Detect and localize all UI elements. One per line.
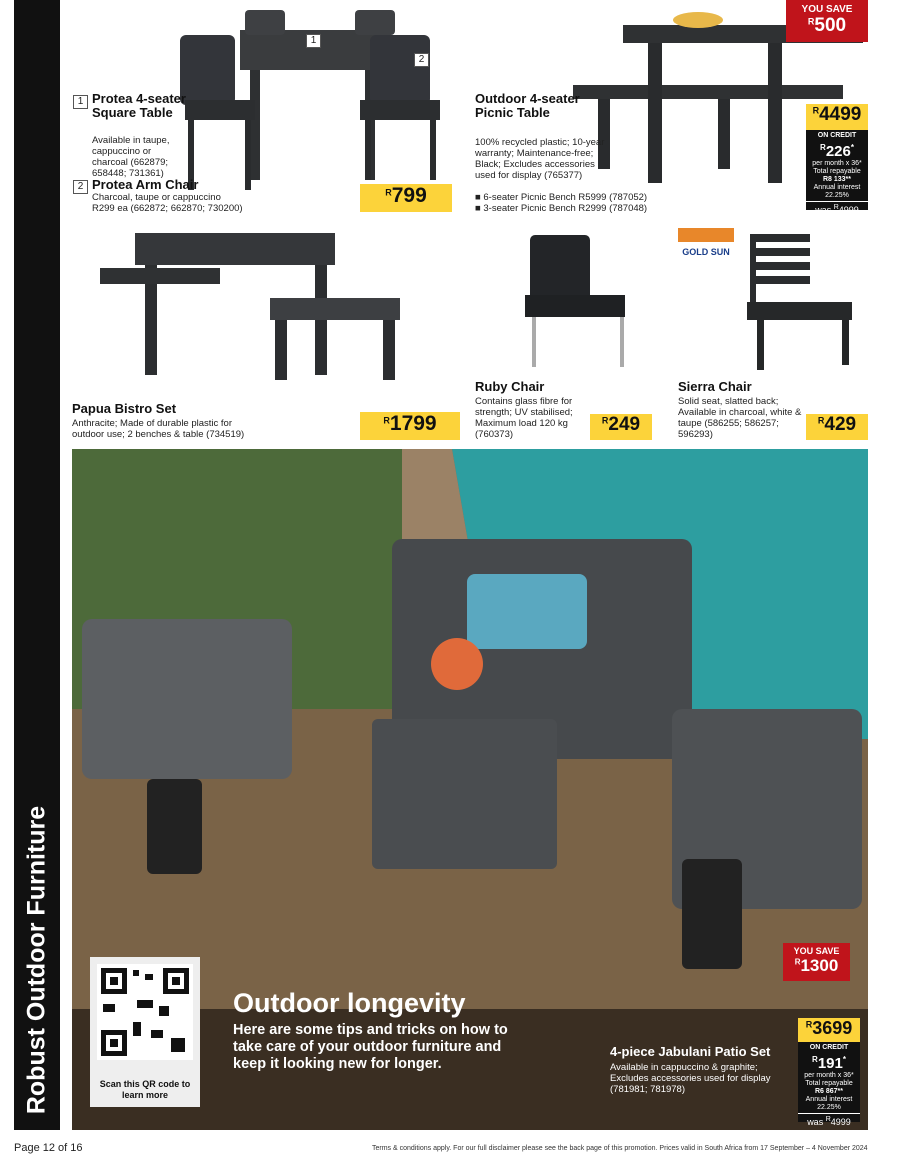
protea-table-desc: Available in taupe, cappuccino or charcoal (662879; 658448; 731361) (92, 135, 170, 179)
qr-caption: Scan this QR code to learn more (99, 1079, 191, 1100)
picnic-option-1: ■ 6-seater Picnic Bench R5999 (787052) (475, 192, 648, 203)
sidebar-title: Robust Outdoor Furniture (22, 805, 51, 1115)
sierra-title: Sierra Chair (678, 379, 752, 394)
ruby-price: $^R$249 (590, 414, 652, 440)
page-number: Page 12 of 16 (14, 1142, 83, 1154)
bistro-desc: Anthracite; Made of durable plastic for outdoor use; 2 benches & table (734519) (72, 418, 245, 440)
protea-chair-desc: Charcoal, taupe or cappuccino (92, 192, 221, 203)
ruby-desc: Contains glass fibre for strength; UV stabilised; Maximum load 120 kg (760373) (475, 396, 573, 440)
bistro-set-image (100, 228, 405, 388)
protea-chair-title: Protea Arm Chair (92, 177, 199, 192)
sierra-desc: Solid seat, slatted back; Available in charcoal, white & taupe (586255; 586257; 596293) (678, 396, 802, 440)
jabulani-price: $^R$3699 (798, 1018, 860, 1042)
protea-chair-marker: 2 (414, 53, 429, 67)
protea-price: $^R$799 (360, 184, 452, 212)
jabulani-title: 4-piece Jabulani Patio Set (610, 1044, 771, 1059)
ruby-title: Ruby Chair (475, 379, 545, 394)
jabulani-credit-box: ON CREDIT $^R$191* per month x 36* Total repayable R6 867** Annual interest 22.25% was $^R$4999 (798, 1042, 860, 1122)
picnic-option-2: ■ 3-seater Picnic Bench R2999 (787048) (475, 203, 648, 214)
protea-table-title: Protea 4-seater Square Table (92, 91, 186, 120)
feature-heading: Outdoor longevity (233, 988, 466, 1018)
ruby-chair-image (520, 230, 635, 370)
picnic-price: $^R$4499 (806, 104, 868, 130)
sierra-price: $^R$429 (806, 414, 868, 440)
picnic-credit-box: ON CREDIT $^R$226* per month x 36* Total repayable R8 133** Annual interest 22.25% was $^R$4999 (806, 130, 868, 210)
bistro-price: $^R$1799 (360, 412, 460, 440)
sierra-chair-image (742, 232, 862, 372)
jabulani-save-badge: YOU SAVE $^R$1300 (783, 943, 850, 981)
qr-code-icon[interactable] (97, 964, 193, 1060)
qr-card[interactable] (90, 957, 200, 1107)
protea-table-marker: 1 (306, 34, 321, 48)
picnic-save-badge: YOU SAVE $^R$500 (786, 0, 868, 42)
footer-disclaimer: Terms & conditions apply. For our full disclaimer please see the back page of this promotion. Prices valid in South Africa from 17 September – 4 November 2024 (372, 1145, 868, 1152)
jabulani-info (610, 1045, 790, 1095)
bistro-title: Papua Bistro Set (72, 401, 177, 416)
protea-chair-desc2: R299 ea (662872; 662870; 730200) (92, 203, 243, 214)
picnic-title: Outdoor 4-seater Picnic Table (475, 91, 580, 120)
protea-table-num: 1 (73, 95, 88, 109)
gold-sun-logo: GOLD SUN (678, 228, 734, 260)
feature-body: Here are some tips and tricks on how to take care of your outdoor furniture and keep it looking new for longer. (233, 1022, 508, 1072)
protea-chair-num: 2 (73, 180, 88, 194)
jabulani-desc: Available in cappuccino & graphite; Excludes accessories used for display (781981; 781978) (610, 1062, 771, 1095)
picnic-desc: 100% recycled plastic; 10-year warranty; Maintenance-free; Black; Excludes accessories used for display (765377) (475, 137, 605, 181)
